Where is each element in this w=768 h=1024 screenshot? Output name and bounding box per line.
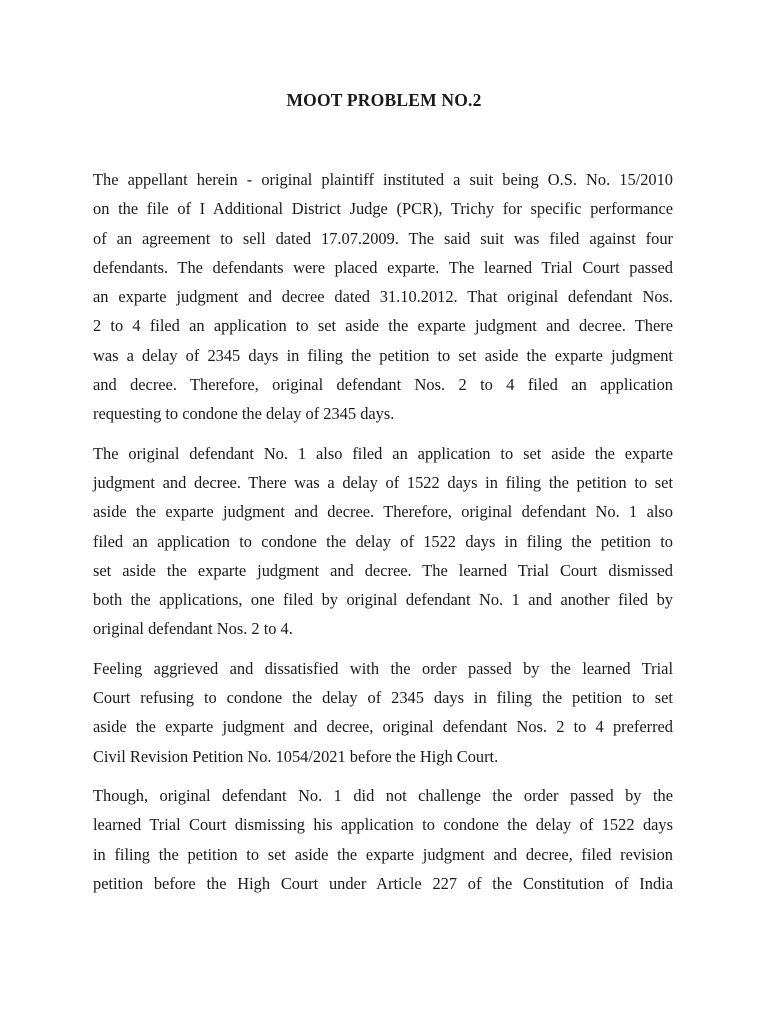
paragraph-line: aside the exparte judgment and decree, original defendant Nos. 2 to 4 preferred (93, 717, 673, 737)
paragraph-line: and decree. Therefore, original defendant Nos. 2 to 4 filed an application (93, 375, 673, 395)
paragraph-line: was a delay of 2345 days in filing the petition to set aside the exparte judgment (93, 345, 673, 365)
paragraph-line: defendants. The defendants were placed exparte. The learned Trial Court passed (93, 257, 673, 277)
paragraph-1 (93, 165, 673, 429)
paragraph-line: aside the exparte judgment and decree. Therefore, original defendant No. 1 also (93, 502, 673, 522)
paragraph-line: Civil Revision Petition No. 1054/2021 before the High Court. (93, 746, 499, 766)
paragraph-line: judgment and decree. There was a delay of 1522 days in filing the petition to set (93, 472, 673, 492)
paragraph-line: Feeling aggrieved and dissatisfied with the order passed by the learned Trial (93, 658, 673, 678)
paragraph-line: petition before the High Court under Article 227 of the Constitution of India (93, 873, 673, 893)
paragraph-line: in filing the petition to set aside the exparte judgment and decree, filed revision (93, 844, 673, 864)
paragraph-line: Court refusing to condone the delay of 2345 days in filing the petition to set (93, 688, 673, 708)
paragraph-line: requesting to condone the delay of 2345 days. (93, 404, 395, 424)
paragraph-line: both the applications, one filed by original defendant No. 1 and another filed by (93, 590, 673, 610)
paragraph-3 (93, 654, 673, 771)
paragraph-line: The original defendant No. 1 also filed an application to set aside the exparte (93, 443, 673, 463)
paragraph-line: 2 to 4 filed an application to set aside the exparte judgment and decree. There (93, 316, 673, 336)
paragraph-line: original defendant Nos. 2 to 4. (93, 619, 293, 639)
paragraph-line: Though, original defendant No. 1 did not challenge the order passed by the (93, 785, 673, 805)
paragraph-line: set aside the exparte judgment and decree. The learned Trial Court dismissed (93, 560, 673, 580)
paragraph-4 (93, 781, 673, 898)
paragraph-line: of an agreement to sell dated 17.07.2009. The said suit was filed against four (93, 228, 673, 248)
page-title: MOOT PROBLEM NO.2 (286, 90, 482, 110)
paragraph-line: on the file of I Additional District Judge (PCR), Trichy for specific performance (93, 199, 673, 219)
paragraph-2 (93, 439, 673, 644)
paragraph-line: learned Trial Court dismissing his application to condone the delay of 1522 days (93, 815, 673, 835)
paragraph-line: filed an application to condone the delay of 1522 days in filing the petition to (93, 531, 673, 551)
paragraph-line: The appellant herein - original plaintiff instituted a suit being O.S. No. 15/2010 (93, 170, 673, 189)
paragraph-line: an exparte judgment and decree dated 31.10.2012. That original defendant Nos. (93, 287, 673, 307)
document-body (93, 165, 673, 908)
